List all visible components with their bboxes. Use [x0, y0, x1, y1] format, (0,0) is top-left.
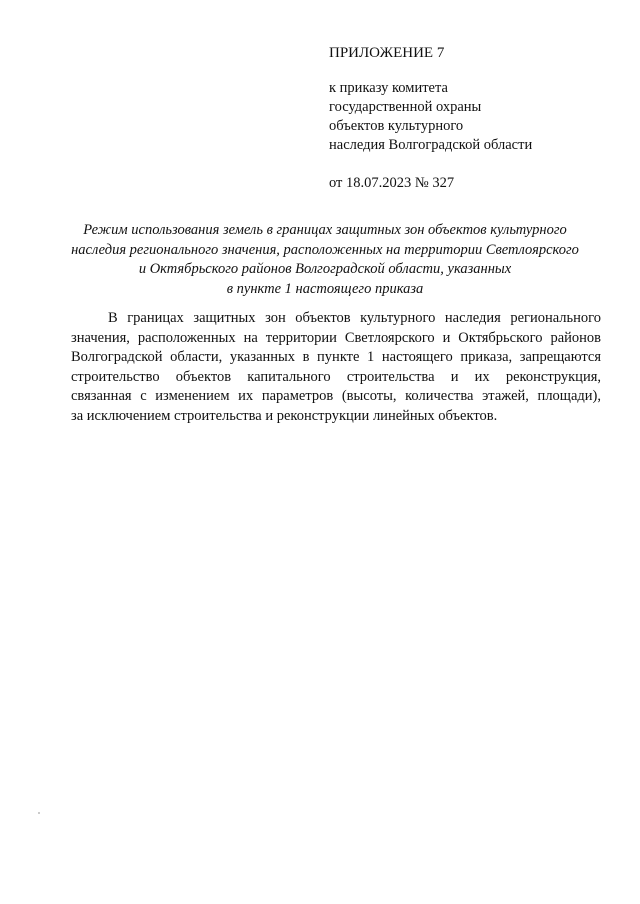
title-line: в пункте 1 настоящего приказа [226, 280, 424, 297]
appendix-order-line: к приказу комитета [329, 80, 448, 96]
body-line: за исключением строительства и реконструкции линейных объектов. [71, 407, 498, 424]
appendix-order-line: наследия Волгоградской области [329, 137, 533, 153]
title-line: наследия регионального значения, расположенных на территории Светлоярского [71, 241, 579, 258]
document-title [60, 221, 590, 299]
appendix-order-line: государственной охраны [329, 99, 482, 115]
body-paragraph [71, 309, 601, 426]
title-line: и Октябрьского районов Волгоградской области, указанных [138, 261, 512, 277]
scan-artifact-dot [38, 812, 40, 814]
body-line: строительство объектов капитального строительства и их реконструкция, [71, 368, 601, 385]
appendix-date: от 18.07.2023 № 327 [329, 175, 455, 191]
appendix-order-line: объектов культурного [329, 118, 464, 134]
body-line: В границах защитных зон объектов культурного наследия регионального [108, 310, 601, 326]
appendix-header [329, 44, 619, 193]
body-line: Волгоградской области, указанных в пункте 1 настоящего приказа, запрещаются [71, 349, 601, 365]
title-line: Режим использования земель в границах защитных зон объектов культурного [83, 222, 567, 238]
appendix-title: ПРИЛОЖЕНИЕ 7 [329, 45, 445, 61]
body-line: значения, расположенных на территории Светлоярского и Октябрьского районов [71, 329, 601, 346]
body-line: связанная с изменением их параметров (высоты, количества этажей, площади), [71, 388, 601, 404]
